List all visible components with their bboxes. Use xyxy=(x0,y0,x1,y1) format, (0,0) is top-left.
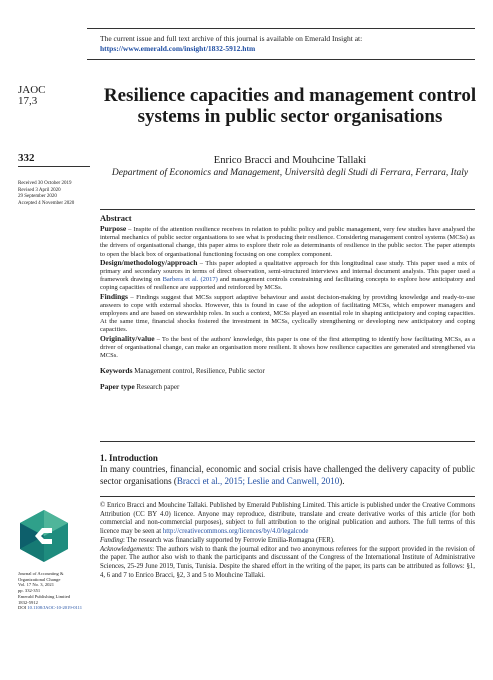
notice-text: The current issue and full text archive of this journal is available on Emerald Insight at: xyxy=(100,34,363,43)
access-notice xyxy=(87,28,475,60)
journal-sidebar xyxy=(18,85,93,107)
intro-text-end: ). xyxy=(339,475,345,486)
license-note xyxy=(100,502,475,537)
keywords-label: Keywords xyxy=(100,366,133,376)
ack-label: Acknowledgements xyxy=(100,545,153,553)
abstract-originality xyxy=(100,335,475,361)
journal-info-line: pp. 332-351 xyxy=(18,588,41,594)
license-text: © Enrico Bracci and Mouhcine Tallaki. Published by Emerald Publishing Limited. This article is published under the Creative Commons Attribution (CC BY 4.0) licence. Anyone may reproduce, distribute, translate and create derivative works of this article (for both commercial and non-commercial purposes), subject to full attribution to the original publication and authors. The full terms of this licence may be seen at xyxy=(100,502,475,536)
design-text-cont: and management controls constraining and facilitating concepts to explore how anticipatory and coping capacities of resilience are supported and reinforced by MCSs. xyxy=(100,276,475,292)
footnote xyxy=(100,496,475,580)
section-heading: 1. Introduction xyxy=(100,453,158,463)
purpose-text: – Inspite of the attention resilience receives in relation to public policy and public management, very few studies have analysed the internal mechanics of public sector organisations to see what is producing their resilience. Considering management control systems (MCSs) as the drivers of organisational change, this paper aims to explore their role as determinants of resilience in the public sector. The paper attempts to open the black box of organisational functioning focusing on one complex component. xyxy=(100,226,475,258)
journal-volume: 17,3 xyxy=(18,95,38,107)
citation-link[interactable]: Barbera et al. (2017) xyxy=(162,276,218,284)
journal-info xyxy=(18,571,98,611)
submission-dates xyxy=(18,181,98,207)
journal-info-line: Vol. 17 No. 3, 2021 xyxy=(18,582,55,588)
date-line: Revised 3 April 2020 xyxy=(18,187,61,193)
doi-link[interactable]: 10.1108/JAOC-10-2019-0111 xyxy=(27,605,83,611)
originality-label: Originality/value xyxy=(100,333,155,343)
journal-info-line: Organizational Change xyxy=(18,576,61,582)
divider xyxy=(18,166,90,167)
journal-url-link[interactable]: https://www.emerald.com/insight/1832-5912.htm xyxy=(100,44,256,53)
journal-info-line: Emerald Publishing Limited xyxy=(18,593,71,599)
journal-code: JAOC xyxy=(18,84,46,96)
page-number: 332 xyxy=(18,152,35,164)
design-text: – This paper adopted a qualitative approach for this longitudinal case study. This paper used a mix of primary and secondary sources in terms of direct observation, semi-structured interviews and internal document analysis. This paper used a framework drawing on xyxy=(100,259,475,284)
funding-note xyxy=(100,537,475,546)
date-line: Received 30 October 2019 xyxy=(18,181,72,186)
intro-text: In many countries, financial, economic and social crisis have challenged the delivery capacity of public sector organisations ( xyxy=(100,464,475,486)
originality-text: – To the best of the authors' knowledge, this paper is one of the first attempting to identify how facilitating MCSs, as a driver of organisational change, can make an organisation more resilient. It shows how resilience capacities are generated and strengthened via MCSs. xyxy=(100,335,475,360)
author-affiliation: Department of Economics and Management, Università degli Studi di Ferrara, Ferrara, Italy xyxy=(111,168,469,178)
abstract-purpose xyxy=(100,225,475,259)
abstract xyxy=(100,209,475,442)
date-line: 29 September 2020 xyxy=(18,194,57,199)
doi-line xyxy=(18,605,98,611)
ack-text: : The authors wish to thank the journal editor and two anonymous referees for the support provided in the revision of the paper. The author also wish to thank the participants and discussant of the Congress of the International Institute of Administrative Sciences, 25-29 June 2019, Tunis, Tunisia. Despite the shared effort in the writing of the paper, its parts can be attributed as follows: §1, 4, 6 and 7 to Enrico Bracci, §2, 3 and 5 to Mouhcine Tallaki. xyxy=(100,545,475,579)
design-label: Design/methodology/approach xyxy=(100,257,198,267)
findings-label: Findings xyxy=(100,291,128,301)
article-title: Resilience capacities and management control systems in public sector organisations xyxy=(103,85,477,127)
keywords xyxy=(100,366,475,376)
purpose-label: Purpose xyxy=(100,224,127,233)
paper-type-text: Research paper xyxy=(134,383,180,392)
article-authors: Enrico Bracci and Mouhcine Tallaki xyxy=(213,155,367,166)
abstract-design xyxy=(100,259,475,293)
paper-type xyxy=(100,382,475,392)
keywords-text: Management control, Resilience, Public sector xyxy=(132,367,265,376)
date-line: Accepted 4 November 2020 xyxy=(18,200,75,206)
license-link[interactable]: http://creativecommons.org/licences/by/4.0/legalcode xyxy=(162,528,309,536)
citation-link[interactable]: Bracci et al., 2015; Leslie and Canwell, 2010 xyxy=(176,475,340,486)
abstract-heading: Abstract xyxy=(100,213,132,223)
journal-info-line: 1832-5912 xyxy=(18,599,38,605)
abstract-findings xyxy=(100,293,475,335)
paper-type-label: Paper type xyxy=(100,382,135,392)
funding-text: : The research was financially supported by Ferrovie Emilia-Romagna (FER). xyxy=(123,536,335,544)
introduction-section xyxy=(100,453,475,487)
findings-text: – Findings suggest that MCSs support adaptive behaviour and assist decision-making by providing knowledge and ready-to-use answers to cope with external shocks. However, this is found in case of the adoption of facilitating MCSs, which empower managers and employees and are based on stewardship roles. In such a context, MCSs played an essential role in shaping anticipatory and coping capacities. At the same time, financial shocks fostered the investment in MCSs, cyclically strengthening or developing new anticipatory and coping capacities. xyxy=(100,293,475,334)
ack-note xyxy=(100,546,475,581)
doi-label: DOI xyxy=(18,605,27,611)
funding-label: Funding xyxy=(100,536,124,544)
journal-info-line: Journal of Accounting & xyxy=(18,571,64,576)
intro-paragraph xyxy=(100,464,475,487)
emerald-logo-icon xyxy=(16,508,72,564)
